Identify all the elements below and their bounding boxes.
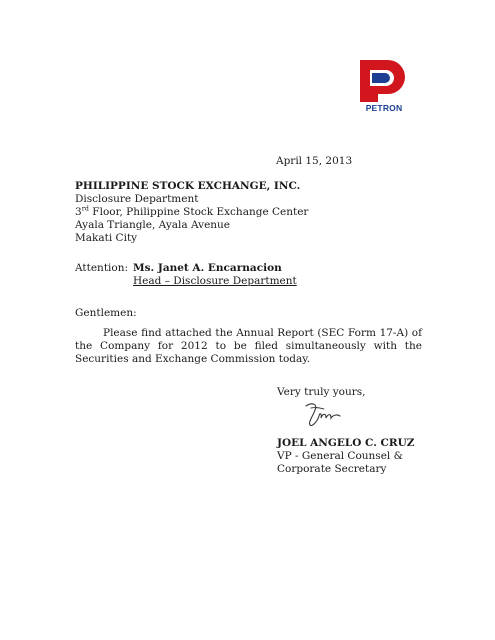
- attention-name: Ms. Janet A. Encarnacion: [133, 262, 282, 274]
- signer-name: JOEL ANGELO C. CRUZ: [277, 437, 415, 449]
- closing: Very truly yours,: [277, 386, 366, 398]
- recipient-company: PHILIPPINE STOCK EXCHANGE, INC.: [75, 180, 301, 192]
- recipient-city: Makati City: [75, 232, 138, 244]
- signer-title-line1: VP - General Counsel &: [277, 450, 403, 462]
- body-paragraph: Please find attached the Annual Report (SEC Form 17-A) of the Company for 2012 to be filed simultaneously with the Securities and Exchange Commission today.: [75, 327, 422, 365]
- recipient-floor: [75, 206, 308, 219]
- salutation: Gentlemen:: [75, 307, 137, 319]
- floor-rest: Floor, Philippine Stock Exchange Center: [88, 206, 309, 218]
- floor-number: 3: [75, 206, 82, 218]
- recipient-address: Ayala Triangle, Ayala Avenue: [75, 219, 231, 231]
- attention-title: Head – Disclosure Department: [133, 275, 297, 287]
- petron-logo-text: PETRON: [365, 103, 403, 113]
- letter-date: April 15, 2013: [276, 155, 353, 167]
- signer-title-line2: Corporate Secretary: [277, 463, 387, 475]
- recipient-department: Disclosure Department: [75, 193, 199, 205]
- floor-suffix: rd: [81, 204, 89, 213]
- signature-icon: [302, 400, 344, 430]
- attention-label: Attention:: [75, 262, 129, 274]
